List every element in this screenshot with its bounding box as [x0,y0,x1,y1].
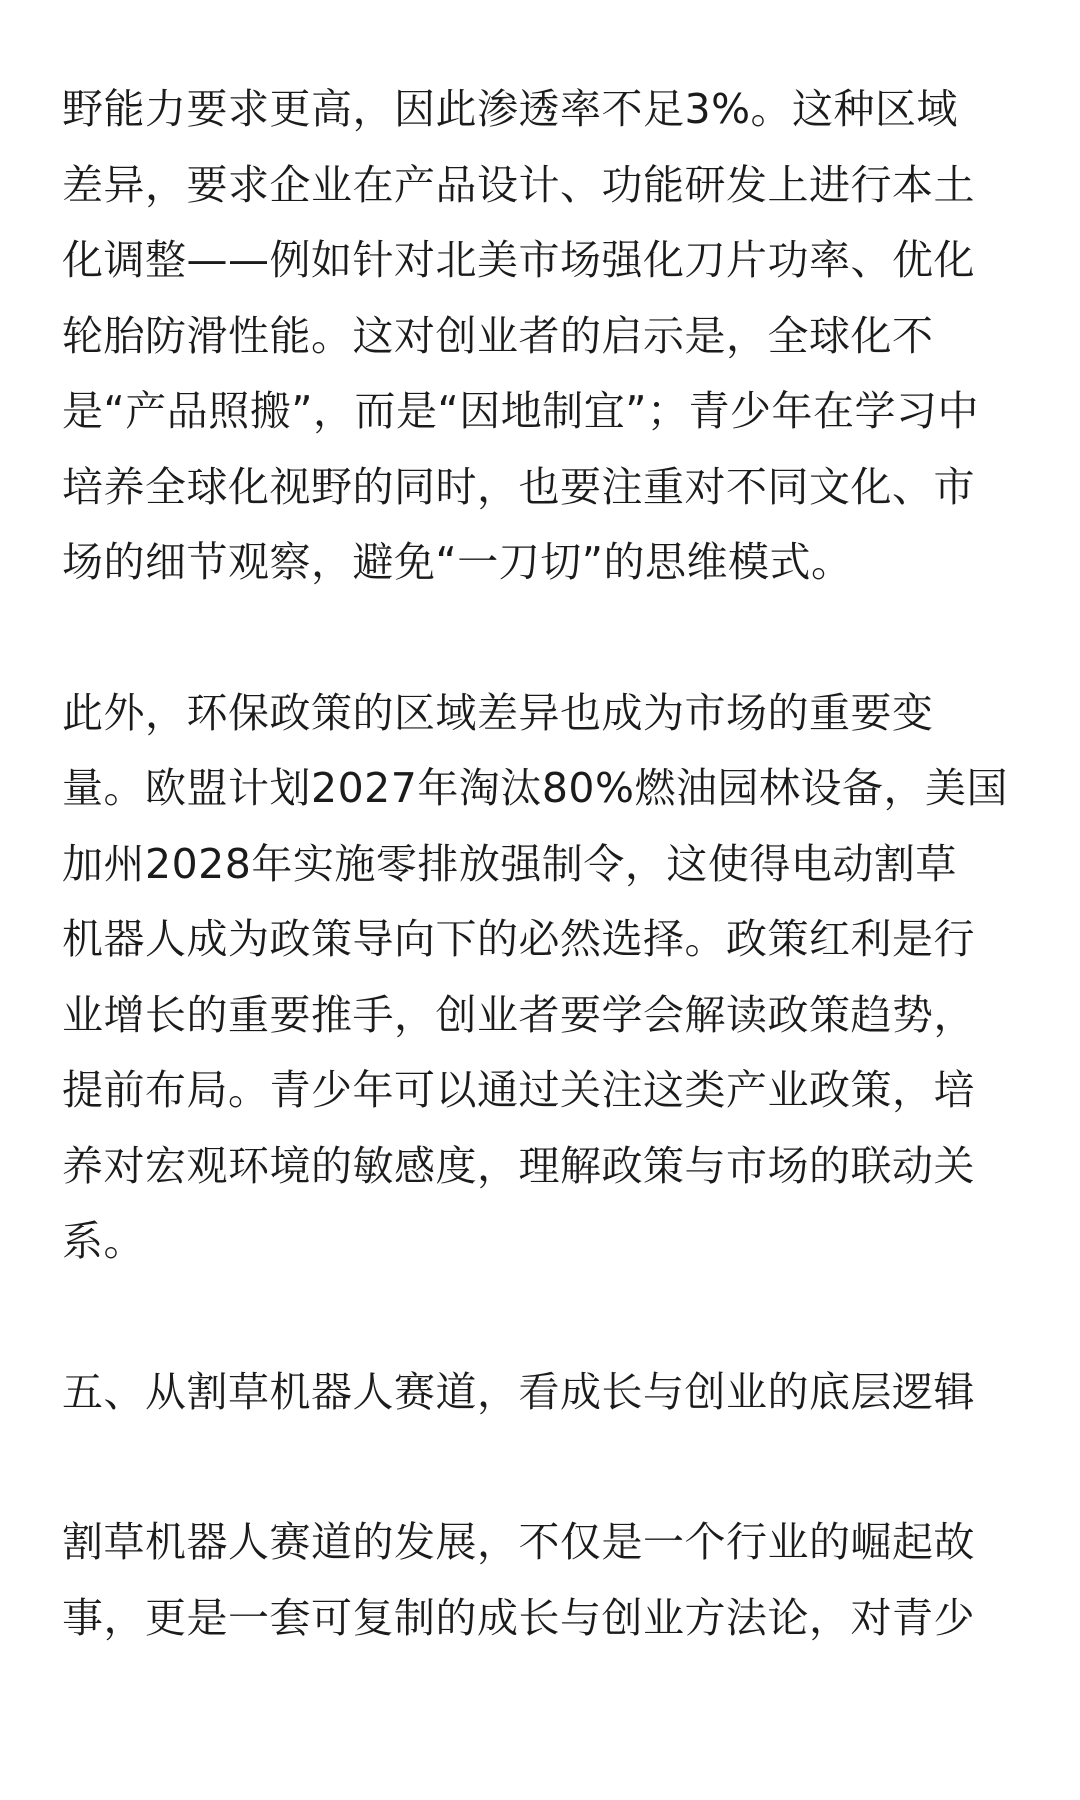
text-line: 系。 [62,1217,145,1265]
text-line: 割草机器人赛道的发展，不仅是一个行业的崛起故 [62,1518,975,1566]
paragraph-closing [62,1505,1022,1656]
paragraph-environmental-policy [62,676,1022,1280]
text-line: 加州2028年实施零排放强制令，这使得电动割草 [62,839,957,888]
text-line: 机器人成为政策导向下的必然选择。政策红利是行 [62,915,975,963]
text-line: 野能力要求更高，因此渗透率不足3%。这种区域 [62,85,959,133]
text-line: 差异，要求企业在产品设计、功能研发上进行本土 [62,160,975,209]
text-line: 轮胎防滑性能。这对创业者的启示是，全球化不 [62,311,934,360]
text-line: 此外，环保政策的区域差异也成为市场的重要变 [62,688,934,737]
text-line: 养对宏观环境的敏感度，理解政策与市场的联动关 [62,1141,975,1190]
text-line: 量。欧盟计划2027年淘汰80%燃油园林设备，美国 [62,764,1008,812]
text-line: 业增长的重要推手，创业者要学会解读政策趋势， [62,990,975,1039]
text-line: 是“产品照搬”，而是“因地制宜”；青少年在学习中 [62,387,979,435]
section-heading-text: 五、从割草机器人赛道，看成长与创业的底层逻辑 [62,1367,975,1416]
article-body [62,72,1022,1731]
text-line: 事，更是一套可复制的成长与创业方法论，对青少 [62,1593,975,1642]
text-line: 场的细节观察，避免“一刀切”的思维模式。 [62,538,853,586]
section-heading [62,1355,1022,1431]
text-line: 化调整——例如针对北美市场强化刀片功率、优化 [62,236,975,284]
text-line: 培养全球化视野的同时，也要注重对不同文化、市 [62,462,975,511]
text-line: 提前布局。青少年可以通过关注这类产业政策，培 [62,1066,975,1114]
paragraph-regional-differences [62,72,1022,601]
